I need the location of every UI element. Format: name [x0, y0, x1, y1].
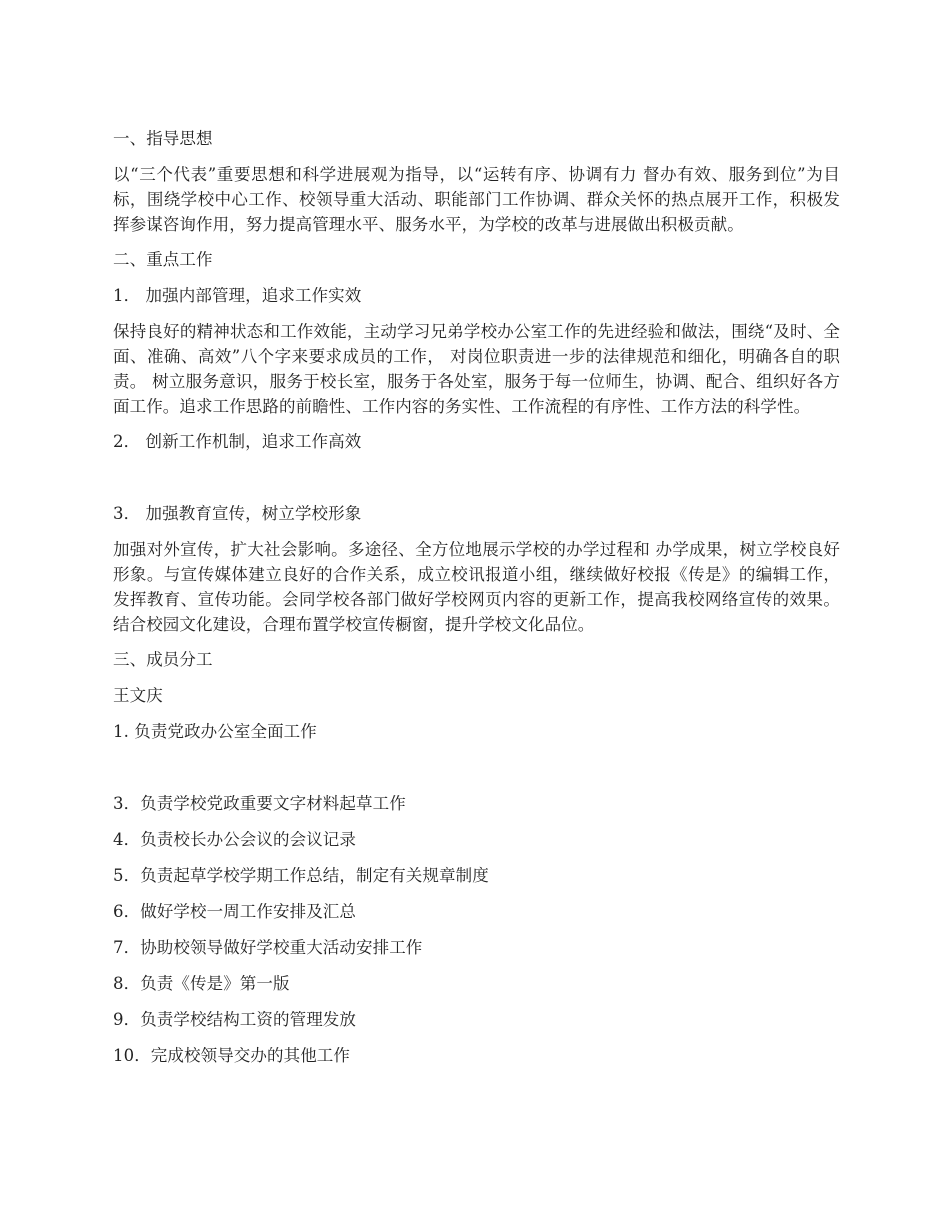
duty-item-4: 4．负责校长办公会议的会议记录 [113, 830, 356, 849]
duty-item-6: 6．做好学校一周工作安排及汇总 [113, 902, 356, 921]
blank-spacer [113, 465, 840, 501]
duty-item-9: 9．负责学校结构工资的管理发放 [113, 1010, 356, 1029]
section-heading-key-work: 二、重点工作 [113, 250, 213, 269]
subheading-work-mechanism: 2． 创新工作机制，追求工作高效 [113, 432, 362, 451]
duty-item-5: 5．负责起草学校学期工作总结，制定有关规章制度 [113, 866, 489, 885]
paragraph-publicity: 加强对外宣传，扩大社会影响。多途径、全方位地展示学校的办学过程和 办学成果，树立学校良好形象。与宣传媒体建立良好的合作关系，成立校讯报道小组，继续做好校报《传是》的编辑工作，发挥教育、宣传功能。会同学校各部门做好学校网页内容的更新工作，提高我校网络宣传的效果。结合校园文化建设，合理布置学校宣传橱窗，提升学校文化品位。 [113, 540, 840, 634]
document-page [113, 126, 840, 1079]
subheading-publicity: 3． 加强教育宣传，树立学校形象 [113, 504, 362, 523]
blank-spacer [113, 755, 840, 791]
member-name: 王文庆 [113, 686, 163, 705]
duty-item-7: 7．协助校领导做好学校重大活动安排工作 [113, 938, 423, 957]
duty-item-10: 10．完成校领导交办的其他工作 [113, 1046, 350, 1065]
section-heading-member-duties: 三、成员分工 [113, 650, 213, 669]
duty-item-8: 8．负责《传是》第一版 [113, 974, 290, 993]
paragraph-internal-management: 保持良好的精神状态和工作效能，主动学习兄弟学校办公室工作的先进经验和做法，围绕“及时、全面、准确、高效”八个字来要求成员的工作， 对岗位职责进一步的法律规范和细化，明确各自的职责。 树立服务意识，服务于校长室，服务于各处室，服务于每一位师生，协调、配合、组织好各方面工作。追求工作思路的前瞻性、工作内容的务实性、工作流程的有序性、工作方法的科学性。 [113, 322, 840, 416]
section-heading-guiding-ideology: 一、指导思想 [113, 129, 213, 148]
duty-item-3: 3．负责学校党政重要文字材料起草工作 [113, 794, 406, 813]
duty-item-1: 1. 负责党政办公室全面工作 [113, 722, 317, 741]
paragraph-guiding-ideology: 以“三个代表”重要思想和科学进展观为指导，以“运转有序、协调有力 督办有效、服务到位”为目标，围绕学校中心工作、校领导重大活动、职能部门工作协调、群众关怀的热点展开工作，积极发挥参谋咨询作用，努力提高管理水平、服务水平，为学校的改革与进展做出积极贡献。 [113, 165, 840, 234]
subheading-internal-management: 1． 加强内部管理，追求工作实效 [113, 286, 362, 305]
